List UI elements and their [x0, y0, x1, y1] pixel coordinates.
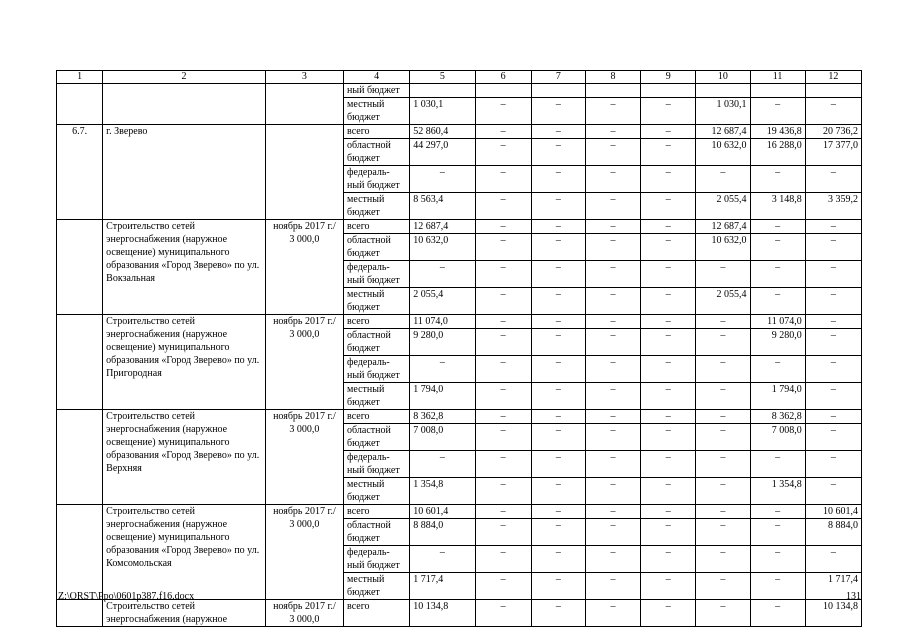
funding-source: областной бюджет: [344, 519, 410, 546]
amount-cell: –: [750, 234, 805, 261]
item-number: [57, 600, 103, 627]
amount-cell: [750, 84, 805, 98]
amount-cell: 16 288,0: [750, 139, 805, 166]
amount-cell: –: [696, 329, 750, 356]
amount-cell: 1 717,4: [410, 573, 475, 600]
amount-cell: –: [805, 383, 861, 410]
table-row: [57, 505, 862, 519]
amount-cell: –: [750, 546, 805, 573]
amount-cell: –: [531, 125, 585, 139]
amount-cell: –: [585, 519, 640, 546]
amount-cell: 9 280,0: [410, 329, 475, 356]
amount-cell: –: [641, 573, 696, 600]
amount-cell: –: [531, 600, 585, 627]
deadline-capacity: [265, 220, 343, 315]
object-name: Строительство сетей энергоснабжения (наружное освещение) муниципального образования «Город Зверево» по ул. Верхняя: [103, 410, 266, 505]
amount-cell: –: [696, 383, 750, 410]
amount-cell: 52 860,4: [410, 125, 475, 139]
amount-cell: –: [641, 505, 696, 519]
funding-source: областной бюджет: [344, 424, 410, 451]
amount-cell: 8 884,0: [410, 519, 475, 546]
amount-cell: –: [475, 288, 531, 315]
funding-source: всего: [344, 125, 410, 139]
amount-cell: 7 008,0: [410, 424, 475, 451]
amount-cell: –: [696, 546, 750, 573]
amount-cell: –: [475, 125, 531, 139]
amount-cell: –: [475, 478, 531, 505]
amount-cell: –: [805, 329, 861, 356]
column-number: 6: [475, 71, 531, 84]
amount-cell: –: [696, 573, 750, 600]
amount-cell: –: [475, 600, 531, 627]
amount-cell: –: [585, 98, 640, 125]
amount-cell: –: [475, 383, 531, 410]
amount-cell: –: [410, 546, 475, 573]
item-number: 6.7.: [57, 125, 103, 220]
amount-cell: –: [641, 546, 696, 573]
capacity-value: 3 000,0: [289, 329, 320, 340]
amount-cell: –: [641, 600, 696, 627]
amount-cell: –: [641, 329, 696, 356]
amount-cell: –: [531, 356, 585, 383]
amount-cell: –: [696, 424, 750, 451]
amount-cell: –: [750, 519, 805, 546]
amount-cell: –: [585, 600, 640, 627]
amount-cell: –: [805, 261, 861, 288]
funding-source: всего: [344, 505, 410, 519]
funding-source: всего: [344, 410, 410, 424]
amount-cell: –: [641, 315, 696, 329]
amount-cell: –: [531, 478, 585, 505]
amount-cell: –: [641, 166, 696, 193]
item-number: [57, 410, 103, 505]
amount-cell: –: [750, 600, 805, 627]
amount-cell: –: [475, 234, 531, 261]
amount-cell: –: [696, 166, 750, 193]
amount-cell: –: [475, 329, 531, 356]
deadline-capacity: [265, 315, 343, 410]
funding-source: ный бюджет: [344, 84, 410, 98]
amount-cell: –: [641, 356, 696, 383]
amount-cell: –: [585, 234, 640, 261]
amount-cell: –: [585, 573, 640, 600]
amount-cell: –: [531, 505, 585, 519]
amount-cell: –: [585, 383, 640, 410]
amount-cell: –: [475, 546, 531, 573]
commission-date: ноябрь 2017 г./: [273, 411, 336, 422]
amount-cell: –: [531, 234, 585, 261]
amount-cell: 2 055,4: [696, 193, 750, 220]
amount-cell: –: [475, 573, 531, 600]
amount-cell: –: [475, 193, 531, 220]
amount-cell: –: [696, 356, 750, 383]
table-row: [57, 125, 862, 139]
amount-cell: –: [805, 220, 861, 234]
amount-cell: –: [805, 424, 861, 451]
amount-cell: –: [641, 519, 696, 546]
amount-cell: –: [475, 98, 531, 125]
table-row: [57, 84, 862, 98]
amount-cell: –: [585, 478, 640, 505]
amount-cell: 19 436,8: [750, 125, 805, 139]
deadline-capacity: [265, 410, 343, 505]
funding-source: местный бюджет: [344, 193, 410, 220]
amount-cell: –: [750, 573, 805, 600]
amount-cell: –: [641, 424, 696, 451]
amount-cell: –: [475, 410, 531, 424]
amount-cell: –: [531, 166, 585, 193]
amount-cell: [531, 84, 585, 98]
amount-cell: –: [531, 410, 585, 424]
amount-cell: –: [805, 356, 861, 383]
amount-cell: 1 717,4: [805, 573, 861, 600]
amount-cell: –: [696, 410, 750, 424]
amount-cell: –: [475, 451, 531, 478]
amount-cell: 17 377,0: [805, 139, 861, 166]
amount-cell: 20 736,2: [805, 125, 861, 139]
amount-cell: [805, 84, 861, 98]
funding-source: местный бюджет: [344, 478, 410, 505]
amount-cell: 1 354,8: [750, 478, 805, 505]
item-number: [57, 505, 103, 600]
commission-date: ноябрь 2017 г./: [273, 316, 336, 327]
amount-cell: –: [585, 505, 640, 519]
column-number-row: [57, 71, 862, 84]
amount-cell: 3 148,8: [750, 193, 805, 220]
amount-cell: –: [531, 546, 585, 573]
funding-source: всего: [344, 600, 410, 627]
amount-cell: –: [641, 234, 696, 261]
page-number: 131: [846, 591, 861, 602]
object-name: Строительство сетей энергоснабжения (наружное освещение) муниципального образования «Город Зверево» по ул. Пригородная: [103, 315, 266, 410]
amount-cell: –: [696, 451, 750, 478]
amount-cell: 2 055,4: [410, 288, 475, 315]
amount-cell: –: [531, 315, 585, 329]
funding-source: федераль-ный бюджет: [344, 261, 410, 288]
deadline-capacity: [265, 600, 343, 627]
amount-cell: –: [585, 410, 640, 424]
amount-cell: –: [585, 220, 640, 234]
amount-cell: –: [696, 315, 750, 329]
column-number: 5: [410, 71, 475, 84]
commission-date: ноябрь 2017 г./: [273, 221, 336, 232]
amount-cell: –: [641, 451, 696, 478]
amount-cell: –: [805, 166, 861, 193]
amount-cell: –: [531, 288, 585, 315]
amount-cell: –: [641, 193, 696, 220]
budget-table: [56, 70, 862, 627]
funding-source: областной бюджет: [344, 139, 410, 166]
amount-cell: –: [696, 505, 750, 519]
funding-source: местный бюджет: [344, 288, 410, 315]
amount-cell: –: [750, 261, 805, 288]
amount-cell: –: [410, 451, 475, 478]
amount-cell: –: [475, 166, 531, 193]
amount-cell: 2 055,4: [696, 288, 750, 315]
amount-cell: 8 362,8: [750, 410, 805, 424]
commission-date: ноябрь 2017 г./: [273, 506, 336, 517]
object-name: [103, 84, 266, 125]
amount-cell: –: [475, 424, 531, 451]
amount-cell: –: [805, 315, 861, 329]
column-number: 9: [641, 71, 696, 84]
amount-cell: –: [531, 193, 585, 220]
amount-cell: –: [410, 261, 475, 288]
amount-cell: 44 297,0: [410, 139, 475, 166]
amount-cell: –: [531, 261, 585, 288]
amount-cell: –: [531, 220, 585, 234]
amount-cell: –: [696, 261, 750, 288]
capacity-value: 3 000,0: [289, 614, 320, 625]
amount-cell: –: [805, 478, 861, 505]
amount-cell: –: [805, 451, 861, 478]
amount-cell: –: [805, 546, 861, 573]
amount-cell: 8 362,8: [410, 410, 475, 424]
amount-cell: –: [531, 139, 585, 166]
column-number: 12: [805, 71, 861, 84]
amount-cell: 12 687,4: [696, 125, 750, 139]
item-number: [57, 315, 103, 410]
amount-cell: –: [696, 478, 750, 505]
amount-cell: –: [585, 546, 640, 573]
amount-cell: 1 794,0: [750, 383, 805, 410]
amount-cell: 9 280,0: [750, 329, 805, 356]
funding-source: областной бюджет: [344, 234, 410, 261]
funding-source: федераль-ный бюджет: [344, 451, 410, 478]
amount-cell: –: [805, 410, 861, 424]
amount-cell: –: [475, 261, 531, 288]
amount-cell: –: [805, 98, 861, 125]
amount-cell: 11 074,0: [410, 315, 475, 329]
amount-cell: 3 359,2: [805, 193, 861, 220]
capacity-value: 3 000,0: [289, 234, 320, 245]
amount-cell: –: [585, 288, 640, 315]
amount-cell: 10 632,0: [696, 234, 750, 261]
amount-cell: –: [585, 329, 640, 356]
funding-source: областной бюджет: [344, 329, 410, 356]
amount-cell: –: [641, 98, 696, 125]
amount-cell: 10 601,4: [410, 505, 475, 519]
amount-cell: –: [585, 315, 640, 329]
capacity-value: 3 000,0: [289, 519, 320, 530]
amount-cell: –: [585, 193, 640, 220]
amount-cell: –: [531, 451, 585, 478]
amount-cell: 7 008,0: [750, 424, 805, 451]
amount-cell: –: [750, 505, 805, 519]
deadline-capacity: [265, 505, 343, 600]
amount-cell: –: [750, 356, 805, 383]
amount-cell: –: [410, 166, 475, 193]
object-name: Строительство сетей энергоснабжения (наружное освещение) муниципального образования «Город Зверево» по ул. Комсомольская: [103, 505, 266, 600]
amount-cell: 10 134,8: [410, 600, 475, 627]
amount-cell: 1 030,1: [696, 98, 750, 125]
amount-cell: 1 030,1: [410, 98, 475, 125]
column-number: 11: [750, 71, 805, 84]
amount-cell: –: [805, 288, 861, 315]
column-number: 1: [57, 71, 103, 84]
amount-cell: –: [750, 451, 805, 478]
column-number: 4: [344, 71, 410, 84]
column-number: 8: [585, 71, 640, 84]
amount-cell: –: [585, 261, 640, 288]
amount-cell: –: [531, 424, 585, 451]
amount-cell: –: [475, 356, 531, 383]
table-body: [57, 71, 862, 627]
amount-cell: –: [750, 166, 805, 193]
funding-source: всего: [344, 315, 410, 329]
amount-cell: –: [641, 410, 696, 424]
amount-cell: 1 354,8: [410, 478, 475, 505]
table-row: [57, 315, 862, 329]
amount-cell: 8 563,4: [410, 193, 475, 220]
table-row: [57, 600, 862, 627]
amount-cell: –: [641, 125, 696, 139]
amount-cell: [641, 84, 696, 98]
file-path: Z:\ORST\Ppo\0601p387.f16.docx: [58, 591, 195, 602]
amount-cell: [475, 84, 531, 98]
amount-cell: –: [410, 356, 475, 383]
amount-cell: –: [585, 125, 640, 139]
table-row: [57, 220, 862, 234]
column-number: 7: [531, 71, 585, 84]
item-number: [57, 220, 103, 315]
amount-cell: 10 632,0: [696, 139, 750, 166]
amount-cell: 8 884,0: [805, 519, 861, 546]
table-row: [57, 410, 862, 424]
amount-cell: –: [531, 329, 585, 356]
item-number: [57, 84, 103, 125]
object-name: г. Зверево: [103, 125, 266, 220]
amount-cell: –: [641, 478, 696, 505]
object-name: Строительство сетей энергоснабжения (наружное освещение) муниципального образования «Город Зверево» по ул. Вокзальная: [103, 220, 266, 315]
amount-cell: –: [585, 424, 640, 451]
amount-cell: 12 687,4: [696, 220, 750, 234]
commission-date: ноябрь 2017 г./: [273, 601, 336, 612]
amount-cell: –: [641, 288, 696, 315]
column-number: 10: [696, 71, 750, 84]
capacity-value: 3 000,0: [289, 424, 320, 435]
amount-cell: –: [750, 288, 805, 315]
funding-source: федераль-ный бюджет: [344, 166, 410, 193]
amount-cell: 11 074,0: [750, 315, 805, 329]
amount-cell: 10 632,0: [410, 234, 475, 261]
funding-source: федераль-ный бюджет: [344, 546, 410, 573]
funding-source: местный бюджет: [344, 98, 410, 125]
amount-cell: –: [531, 519, 585, 546]
amount-cell: –: [750, 98, 805, 125]
funding-source: местный бюджет: [344, 383, 410, 410]
amount-cell: –: [696, 519, 750, 546]
amount-cell: –: [585, 356, 640, 383]
column-number: 2: [103, 71, 266, 84]
amount-cell: [410, 84, 475, 98]
amount-cell: 12 687,4: [410, 220, 475, 234]
amount-cell: –: [475, 315, 531, 329]
amount-cell: –: [531, 383, 585, 410]
amount-cell: –: [475, 139, 531, 166]
amount-cell: [585, 84, 640, 98]
amount-cell: –: [750, 220, 805, 234]
amount-cell: 10 134,8: [805, 600, 861, 627]
column-number: 3: [265, 71, 343, 84]
amount-cell: [696, 84, 750, 98]
deadline-capacity: [265, 84, 343, 125]
funding-source: федераль-ный бюджет: [344, 356, 410, 383]
amount-cell: –: [475, 519, 531, 546]
amount-cell: –: [641, 261, 696, 288]
deadline-capacity: [265, 125, 343, 220]
amount-cell: –: [805, 234, 861, 261]
amount-cell: 10 601,4: [805, 505, 861, 519]
object-name: Строительство сетей энергоснабжения (наружное: [103, 600, 266, 627]
funding-source: всего: [344, 220, 410, 234]
amount-cell: –: [585, 166, 640, 193]
amount-cell: –: [475, 505, 531, 519]
amount-cell: –: [585, 451, 640, 478]
amount-cell: –: [641, 139, 696, 166]
amount-cell: –: [696, 600, 750, 627]
amount-cell: –: [585, 139, 640, 166]
amount-cell: –: [475, 220, 531, 234]
funding-source: местный бюджет: [344, 573, 410, 600]
amount-cell: 1 794,0: [410, 383, 475, 410]
amount-cell: –: [641, 220, 696, 234]
amount-cell: –: [531, 573, 585, 600]
amount-cell: –: [531, 98, 585, 125]
amount-cell: –: [641, 383, 696, 410]
